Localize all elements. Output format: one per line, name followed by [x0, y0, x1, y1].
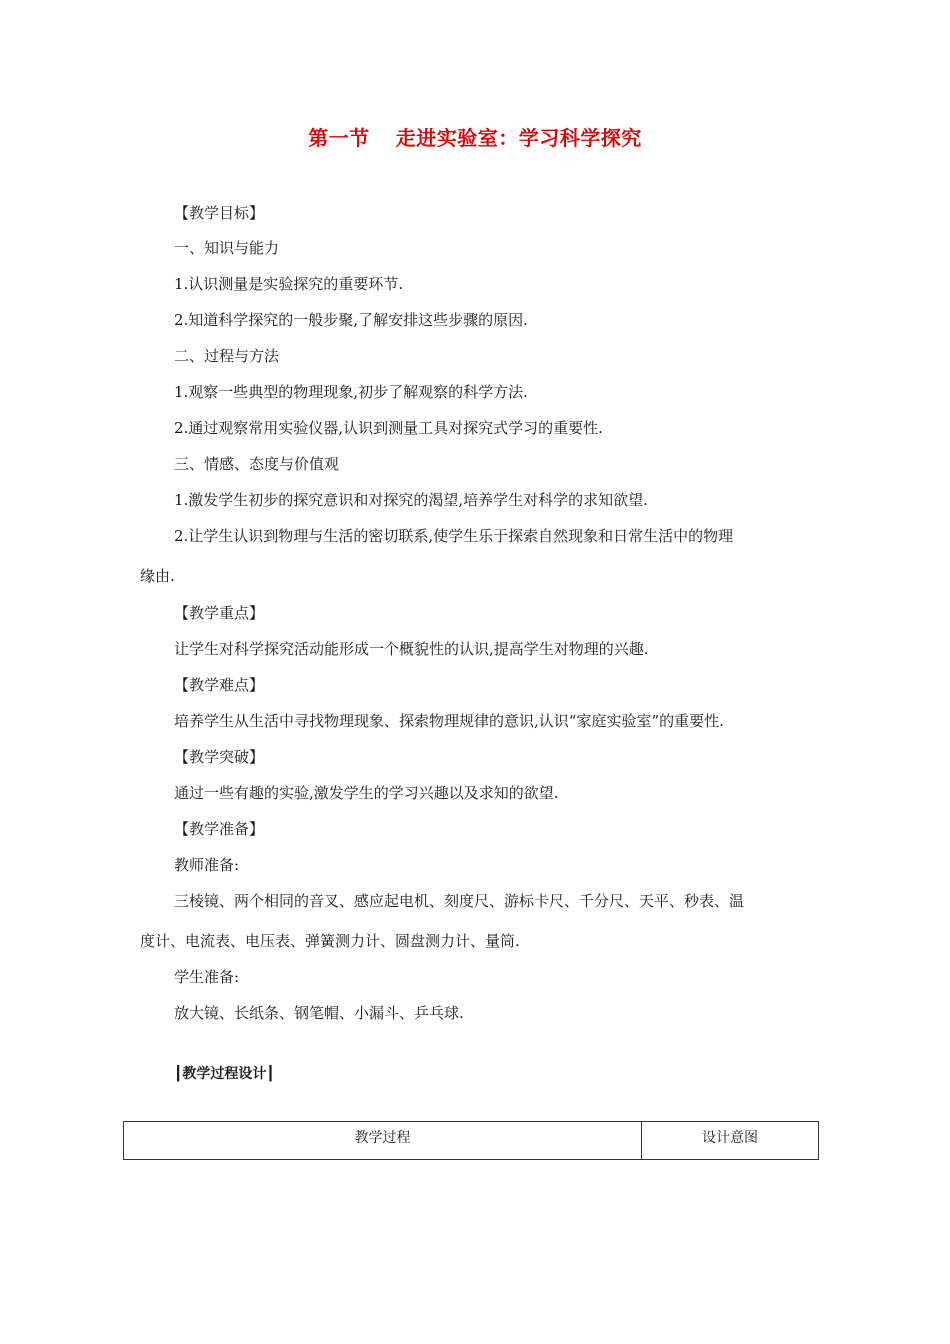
- teacher-materials: 三棱镜、两个相同的音叉、感应起电机、刻度尺、游标卡尺、千分尺、天平、秒表、温: [174, 892, 745, 910]
- preparation-heading: 【教学准备】: [174, 820, 265, 838]
- key-points-text: 让学生对科学探究活动能形成一个概貌性的认识,提高学生对物理的兴趣.: [174, 640, 649, 658]
- title-text: 走进实验室：学习科学探究: [395, 126, 642, 150]
- page-title: [0, 122, 950, 151]
- key-points-heading: 【教学重点】: [174, 604, 265, 622]
- objective-item: 2.通过观察常用实验仪器,认识到测量工具对探究式学习的重要性.: [174, 419, 603, 437]
- difficulties-heading: 【教学难点】: [174, 676, 265, 694]
- process-table: [123, 1121, 819, 1160]
- objective-item: 1.认识测量是实验探究的重要环节.: [174, 275, 404, 293]
- objectives-heading: 【教学目标】: [174, 204, 265, 222]
- objective-item: 2.知道科学探究的一般步聚,了解安排这些步骤的原因.: [174, 311, 528, 329]
- process-method-heading: 二、过程与方法: [174, 347, 280, 365]
- breakthrough-heading: 【教学突破】: [174, 748, 265, 766]
- emotion-attitude-heading: 三、情感、态度与价值观: [174, 455, 340, 473]
- teacher-preparation-label: 教师准备:: [174, 856, 240, 874]
- objective-item-continuation: 缘由.: [140, 567, 175, 585]
- knowledge-ability-heading: 一、知识与能力: [174, 239, 280, 257]
- table-header-cell: 教学过程: [124, 1122, 642, 1160]
- objective-item: 1.激发学生初步的探究意识和对探究的渴望,培养学生对科学的求知欲望.: [174, 491, 648, 509]
- objective-item: 1.观察一些典型的物理现象,初步了解观察的科学方法.: [174, 383, 528, 401]
- breakthrough-text: 通过一些有趣的实验,激发学生的学习兴趣以及求知的欲望.: [174, 784, 559, 802]
- difficulties-text: 培养学生从生活中寻找物理现象、探索物理规律的意识,认识“家庭实验室”的重要性.: [174, 712, 724, 730]
- process-design-heading: ┃教学过程设计┃: [174, 1066, 275, 1082]
- teacher-materials-continuation: 度计、电流表、电压表、弹簧测力计、圆盘测力计、量筒.: [140, 932, 520, 950]
- objective-item: 2.让学生认识到物理与生活的密切联系,使学生乐于探索自然现象和日常生活中的物理: [174, 527, 734, 545]
- table-header-row: [124, 1122, 819, 1160]
- title-section-number: 第一节: [308, 126, 370, 150]
- table-header-cell: 设计意图: [642, 1122, 819, 1160]
- student-materials: 放大镜、长纸条、钢笔帽、小漏斗、乒乓球.: [174, 1004, 464, 1022]
- student-preparation-label: 学生准备:: [174, 968, 240, 986]
